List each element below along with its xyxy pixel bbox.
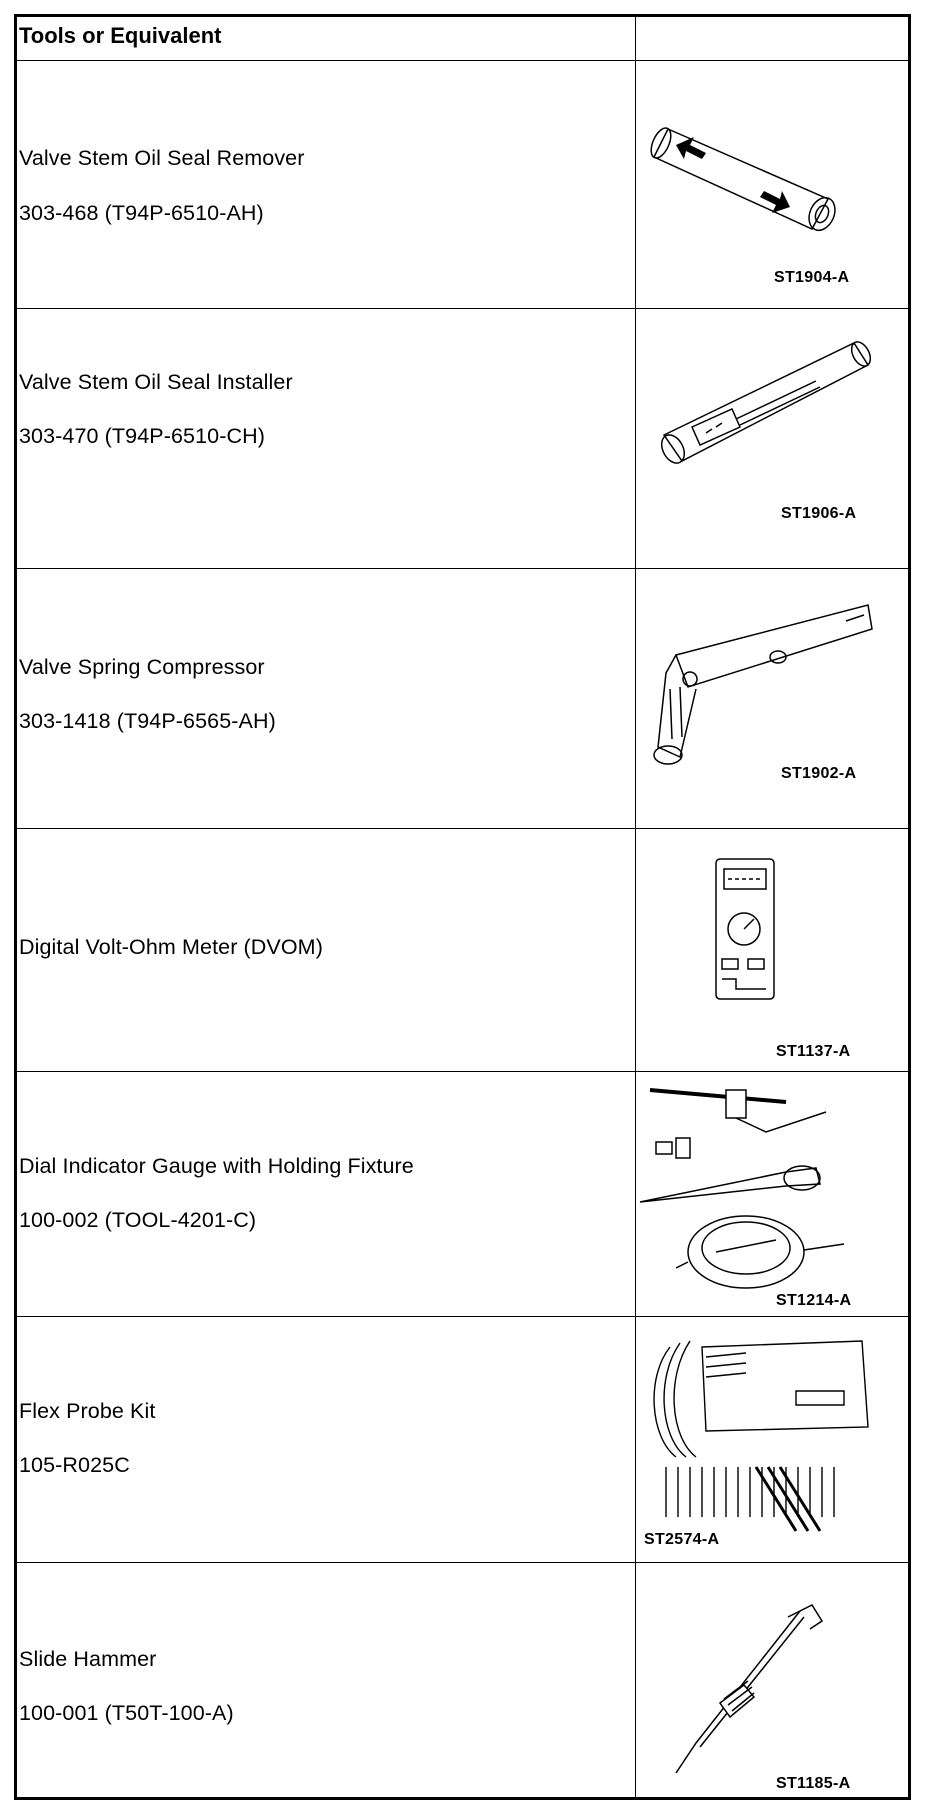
- tool-name: Valve Stem Oil Seal Installer: [19, 370, 293, 394]
- probe-kit-icon: [636, 1317, 911, 1563]
- slide-hammer-icon: [636, 1563, 911, 1801]
- table-row: [17, 1316, 908, 1562]
- header-cell-left: [17, 17, 636, 60]
- header-cell-right: [636, 17, 908, 60]
- spring-compressor-icon: [636, 569, 911, 829]
- tool-description-cell: [17, 1072, 636, 1316]
- figure-label: ST1906-A: [781, 505, 857, 522]
- table-row: [17, 828, 908, 1071]
- tool-name: Valve Stem Oil Seal Remover: [19, 146, 305, 170]
- tools-table: [14, 14, 911, 1800]
- multimeter-icon: [636, 829, 911, 1072]
- tool-figure-cell: [636, 1317, 908, 1562]
- tool-description-cell: [17, 61, 636, 308]
- tool-figure-cell: [636, 61, 908, 308]
- tool-number: 303-468 (T94P-6510-AH): [19, 201, 264, 225]
- tool-name: Flex Probe Kit: [19, 1399, 156, 1423]
- table-row: [17, 308, 908, 568]
- table-row: [17, 568, 908, 828]
- tool-description-cell: [17, 1317, 636, 1562]
- figure-label: ST1902-A: [781, 765, 857, 782]
- tool-figure-cell: [636, 569, 908, 828]
- tool-number: 105-R025C: [19, 1453, 130, 1477]
- table-row: [17, 1071, 908, 1316]
- tool-number: 100-001 (T50T-100-A): [19, 1701, 234, 1725]
- tool-figure-cell: [636, 829, 908, 1071]
- tool-number: 100-002 (TOOL-4201-C): [19, 1208, 257, 1232]
- tool-number: 303-1418 (T94P-6565-AH): [19, 709, 276, 733]
- tool-figure-cell: [636, 1072, 908, 1316]
- tube-installer-icon: [636, 309, 911, 569]
- tool-description-cell: [17, 569, 636, 828]
- dial-gauge-icon: [636, 1072, 911, 1317]
- figure-label: ST1214-A: [776, 1292, 852, 1309]
- tool-number: 303-470 (T94P-6510-CH): [19, 424, 265, 448]
- figure-label: ST1904-A: [774, 269, 850, 286]
- tool-description-cell: [17, 309, 636, 568]
- figure-label: ST1185-A: [776, 1775, 851, 1792]
- tool-description-cell: [17, 1563, 636, 1800]
- tool-description-cell: [17, 829, 636, 1071]
- figure-label: ST2574-A: [644, 1531, 720, 1548]
- tool-figure-cell: [636, 309, 908, 568]
- tool-name: Digital Volt-Ohm Meter (DVOM): [19, 935, 323, 959]
- table-row: [17, 60, 908, 308]
- tool-name: Dial Indicator Gauge with Holding Fixture: [19, 1154, 414, 1178]
- tool-figure-cell: [636, 1563, 908, 1800]
- figure-label: ST1137-A: [776, 1043, 851, 1060]
- tool-name: Slide Hammer: [19, 1647, 157, 1671]
- table-header-row: [17, 17, 908, 60]
- table-row: [17, 1562, 908, 1800]
- table-title: Tools or Equivalent: [19, 23, 222, 48]
- tool-name: Valve Spring Compressor: [19, 655, 265, 679]
